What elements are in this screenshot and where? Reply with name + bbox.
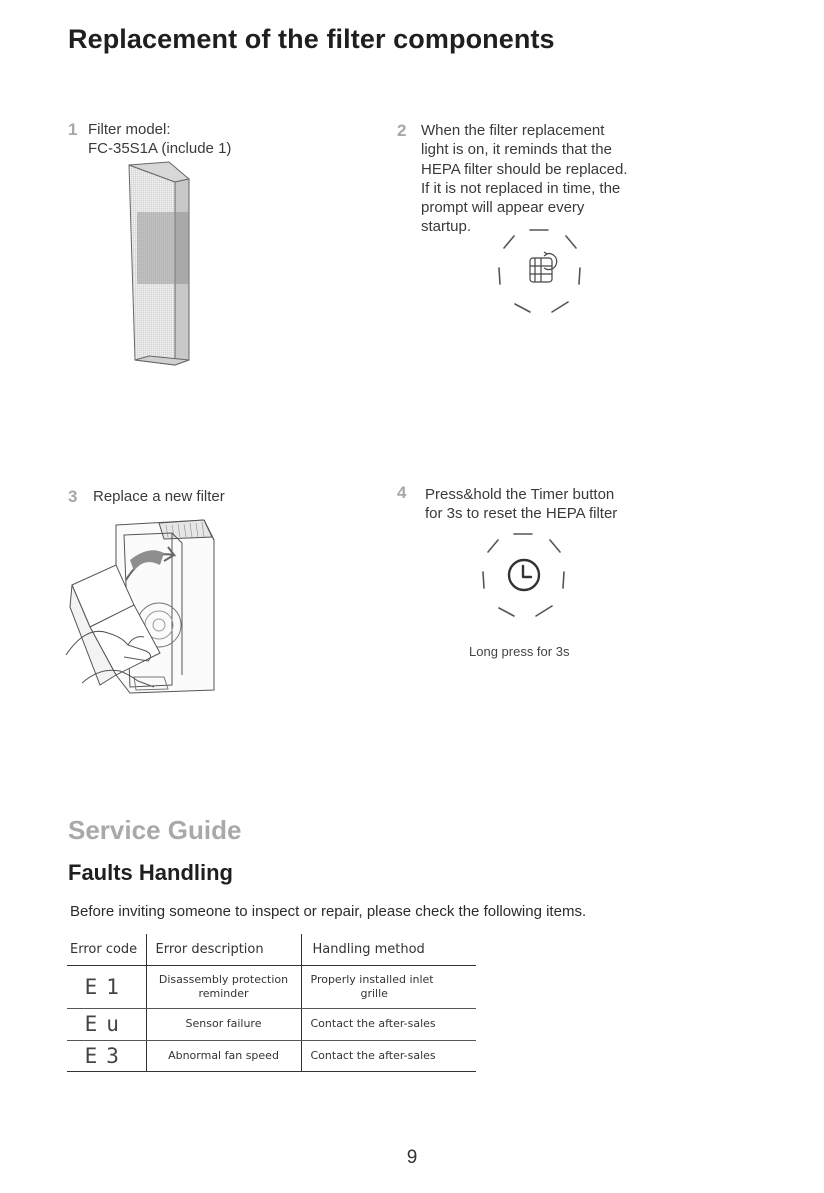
- error-code-e1: E1: [67, 965, 146, 1008]
- filter-cartridge-illustration: [125, 160, 195, 370]
- handling-method-line: Properly installed inlet: [310, 972, 434, 986]
- error-description-cell: Sensor failure: [146, 1008, 301, 1040]
- step-3-text: Replace a new filter: [93, 488, 225, 505]
- table-row: [67, 1040, 476, 1071]
- table-header-row: [67, 934, 476, 965]
- handling-method-cell: [301, 965, 476, 1008]
- header-error-description: Error description: [146, 934, 301, 965]
- step-4-number: 4: [397, 483, 407, 502]
- table-row: [67, 1008, 476, 1040]
- step-4-line-1: Press&hold the Timer button: [425, 486, 615, 503]
- clock-icon: [474, 526, 574, 626]
- handling-method-cell: Contact the after-sales: [301, 1008, 476, 1040]
- faults-table: [67, 934, 476, 1072]
- error-description-line: reminder: [198, 986, 249, 1000]
- error-code-e3: E3: [67, 1040, 146, 1071]
- step-2-line-1: When the filter replacement: [421, 122, 605, 139]
- page-number: 9: [406, 1147, 418, 1168]
- step-1-text: [88, 120, 231, 159]
- step-2-line-3: HEPA filter should be replaced.: [421, 160, 628, 178]
- error-description-cell: Abnormal fan speed: [146, 1040, 301, 1071]
- step-1-line-2: FC-35S1A (include 1): [88, 140, 232, 158]
- step-4-line-2: for 3s to reset the HEPA filter: [425, 505, 618, 523]
- table-row: [67, 965, 476, 1008]
- step-2-number: 2: [397, 121, 407, 140]
- error-description-line: Disassembly protection: [158, 972, 289, 986]
- step-2-line-6: startup.: [421, 218, 472, 236]
- step-4-text: [425, 485, 617, 524]
- filter-replace-icon: [490, 222, 590, 322]
- step-2-text: [421, 121, 628, 237]
- header-handling-method: Handling method: [301, 934, 476, 965]
- long-press-caption: Long press for 3s: [469, 644, 570, 659]
- step-3-number: 3: [68, 487, 78, 506]
- step-2-line-5: prompt will appear every: [421, 199, 585, 217]
- handling-method-cell: Contact the after-sales: [301, 1040, 476, 1071]
- step-2-line-2: light is on, it reminds that the: [421, 141, 612, 159]
- error-code-eu: Eu: [67, 1008, 146, 1040]
- purifier-filter-replacement-illustration: [64, 515, 224, 700]
- faults-handling-heading: Faults Handling: [68, 860, 233, 885]
- handling-method-line: grille: [360, 986, 388, 1000]
- header-error-code: Error code: [67, 934, 146, 965]
- service-guide-heading: Service Guide: [68, 815, 242, 845]
- faults-intro-text: Before inviting someone to inspect or repair, please check the following items.: [70, 903, 587, 920]
- step-1-line-1: Filter model:: [88, 121, 171, 138]
- step-2-line-4: If it is not replaced in time, the: [421, 179, 621, 197]
- page-title: Replacement of the filter components: [68, 24, 555, 54]
- error-description-cell: [146, 965, 301, 1008]
- step-1-number: 1: [68, 120, 78, 139]
